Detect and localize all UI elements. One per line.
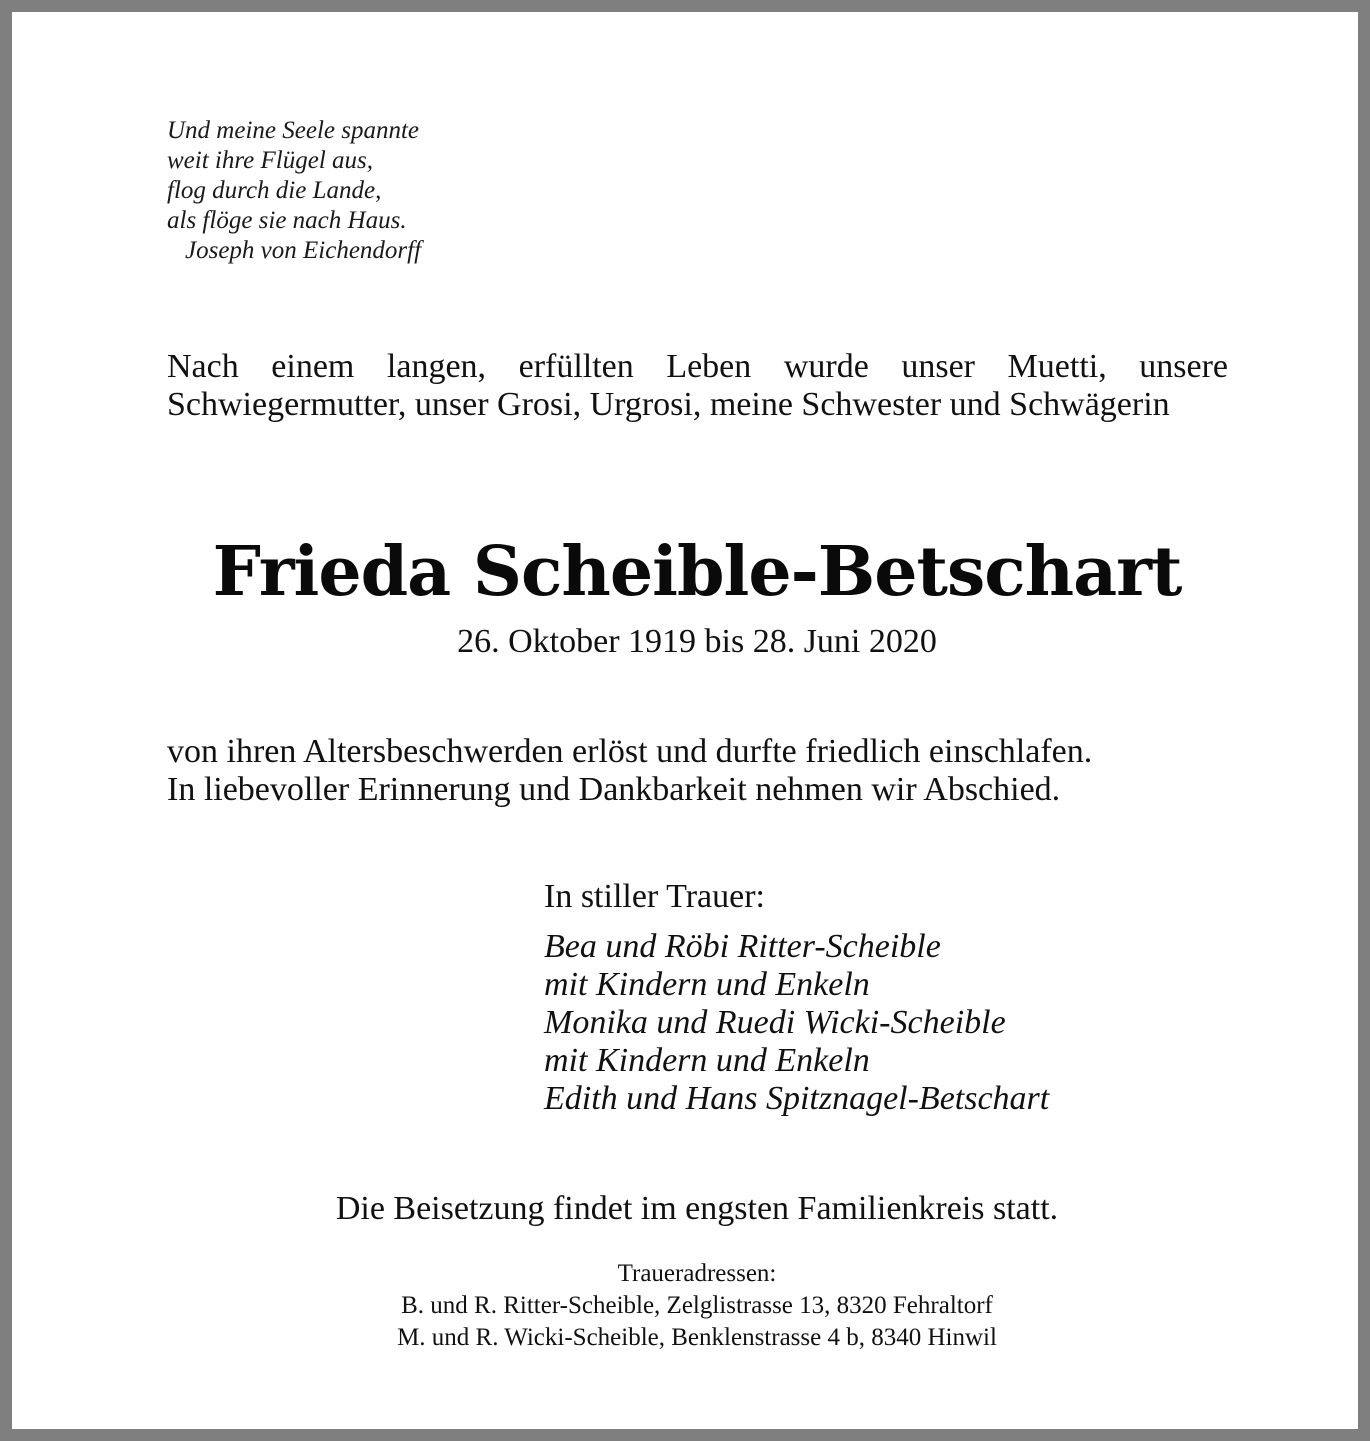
mourner-entry: mit Kindern und Enkeln: [544, 966, 870, 1003]
intro-text: Nach einem langen, erfüllten Leben wurde unser Muetti, unsere Schwiegermutter, unser Grosi, Urgrosi, meine Schwester und Schwägerin: [167, 348, 1228, 423]
address-line: M. und R. Wicki-Scheible, Benklenstrasse 4 b, 8340 Hinwil: [397, 1324, 997, 1351]
poem-quote: [167, 116, 421, 266]
burial-notice: Die Beisetzung findet im engsten Familienkreis statt.: [335, 1190, 1059, 1227]
poem-line: Und meine Seele spannte: [167, 117, 420, 144]
life-dates: 26. Oktober 1919 bis 28. Juni 2020: [457, 623, 937, 660]
mourning-heading: In stiller Trauer:: [544, 878, 765, 915]
mourner-entry: Edith und Hans Spitznagel-Betschart: [544, 1080, 1050, 1117]
mourner-entry: mit Kindern und Enkeln: [544, 1042, 870, 1079]
poem-line: flog durch die Lande,: [167, 177, 382, 204]
mourner-entry: Bea und Röbi Ritter-Scheible: [544, 928, 941, 965]
message-line: von ihren Altersbeschwerden erlöst und durfte friedlich einschlafen.: [167, 733, 1093, 770]
deceased-name: Frieda Scheible-Betschart: [212, 532, 1182, 612]
addresses-heading: Traueradressen:: [617, 1260, 777, 1287]
poem-line: als flöge sie nach Haus.: [167, 207, 407, 234]
poem-author: Joseph von Eichendorff: [185, 237, 422, 264]
message-line: In liebevoller Erinnerung und Dankbarkeit nehmen wir Abschied.: [167, 771, 1061, 808]
farewell-message: [167, 733, 1267, 809]
mourners-list: [544, 928, 1049, 1118]
poem-line: weit ihre Flügel aus,: [167, 147, 373, 174]
condolence-addresses: [12, 1258, 1370, 1354]
mourner-entry: Monika und Ruedi Wicki-Scheible: [544, 1004, 1006, 1041]
address-line: B. und R. Ritter-Scheible, Zelglistrasse 13, 8320 Fehraltorf: [401, 1292, 993, 1319]
